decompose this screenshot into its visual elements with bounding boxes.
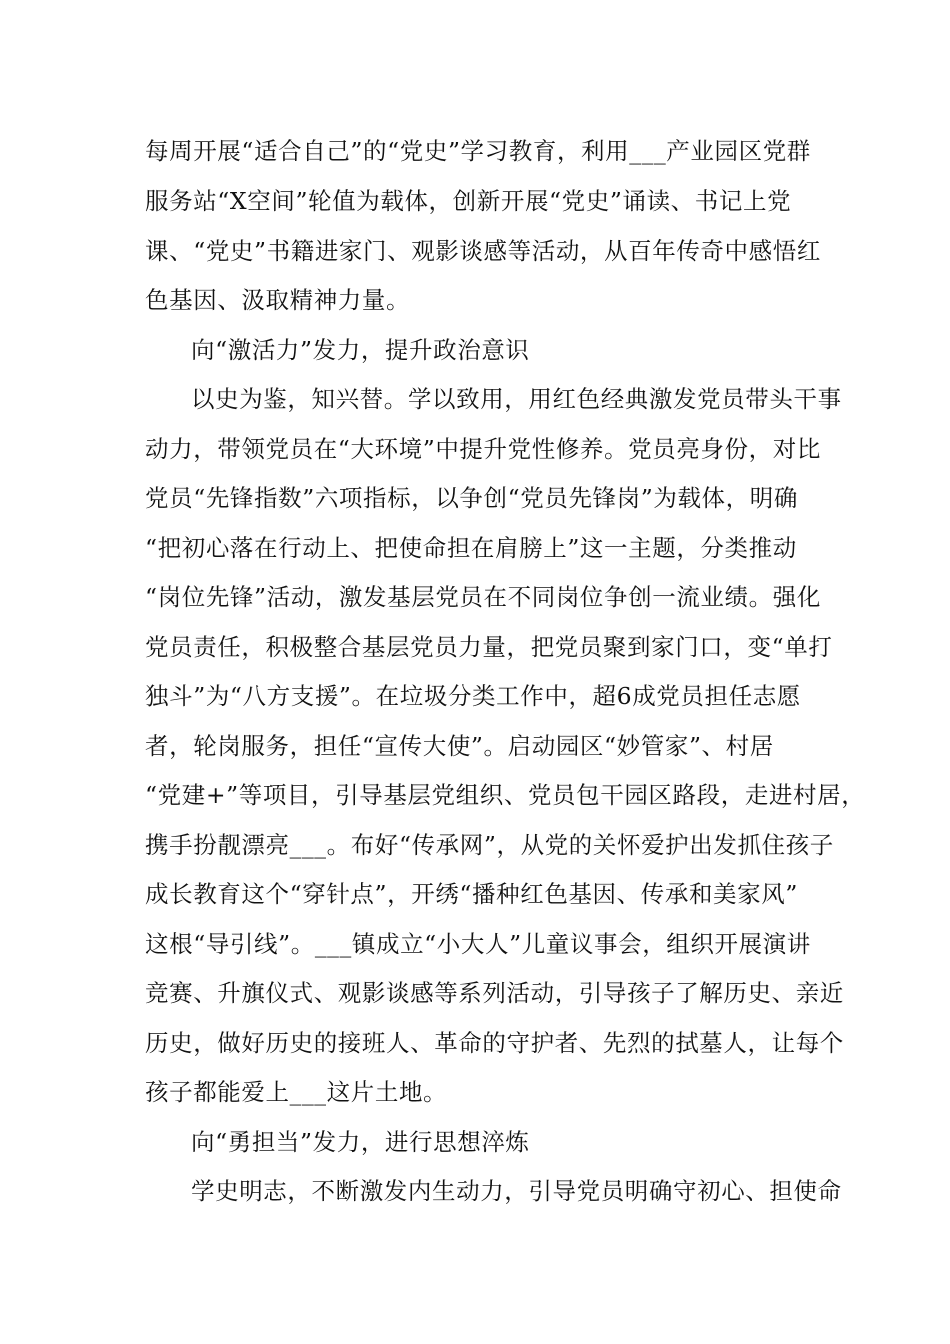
paragraph-line: 孩子都能爱上___这片土地。 (145, 1078, 448, 1106)
paragraph-line: 者，轮岗服务，担任“宣传大使”。启动园区“妙管家”、村居 (145, 732, 774, 760)
paragraph-line: 成长教育这个“穿针点”，开绣“播种红色基因、传承和美家风” (145, 880, 798, 908)
section-heading: 向“勇担当”发力，进行思想淬炼 (191, 1128, 530, 1156)
paragraph-line: 每周开展“适合自己”的“党史”学习教育，利用___产业园区党群 (145, 137, 811, 165)
paragraph-line: 独斗”为“八方支援”。在垃圾分类工作中，超6成党员担任志愿 (145, 682, 801, 710)
paragraph-line: 携手扮靓漂亮___。布好“传承网”，从党的关怀爱护出发抓住孩子 (145, 831, 834, 859)
paragraph-line: 竞赛、升旗仪式、观影谈感等系列活动，引导孩子了解历史、亲近 (145, 979, 844, 1007)
paragraph-line: “把初心落在行动上、把使命担在肩膀上”这一主题，分类推动 (145, 534, 797, 562)
paragraph-line: 这根“导引线”。___镇成立“小大人”儿童议事会，组织开展演讲 (145, 930, 811, 958)
paragraph-line: 历史，做好历史的接班人、革命的守护者、先烈的拭墓人，让每个 (145, 1029, 844, 1057)
paragraph-line: 学史明志，不断激发内生动力，引导党员明确守初心、担使命 (191, 1177, 842, 1205)
paragraph-line: “党建+”等项目，引导基层党组织、党员包干园区路段，走进村居， (145, 781, 866, 809)
paragraph-line: 课、“党史”书籍进家门、观影谈感等活动，从百年传奇中感悟红 (145, 237, 821, 265)
paragraph-line: 党员责任，积极整合基层党员力量，把党员聚到家门口，变“单打 (145, 633, 833, 661)
section-heading: 向“激活力”发力，提升政治意识 (191, 336, 530, 364)
paragraph-line: 色基因、汲取精神力量。 (145, 286, 411, 314)
paragraph-line: 党员“先锋指数”六项指标，以争创“党员先锋岗”为载体，明确 (145, 484, 798, 512)
paragraph-line: 以史为鉴，知兴替。学以致用，用红色经典激发党员带头干事 (191, 385, 842, 413)
paragraph-line: 动力，带领党员在“大环境”中提升党性修养。党员亮身份，对比 (145, 435, 821, 463)
paragraph-line: 服务站“X空间”轮值为载体，创新开展“党史”诵读、书记上党 (145, 187, 792, 215)
paragraph-line: “岗位先锋”活动，激发基层党员在不同岗位争创一流业绩。强化 (145, 583, 821, 611)
